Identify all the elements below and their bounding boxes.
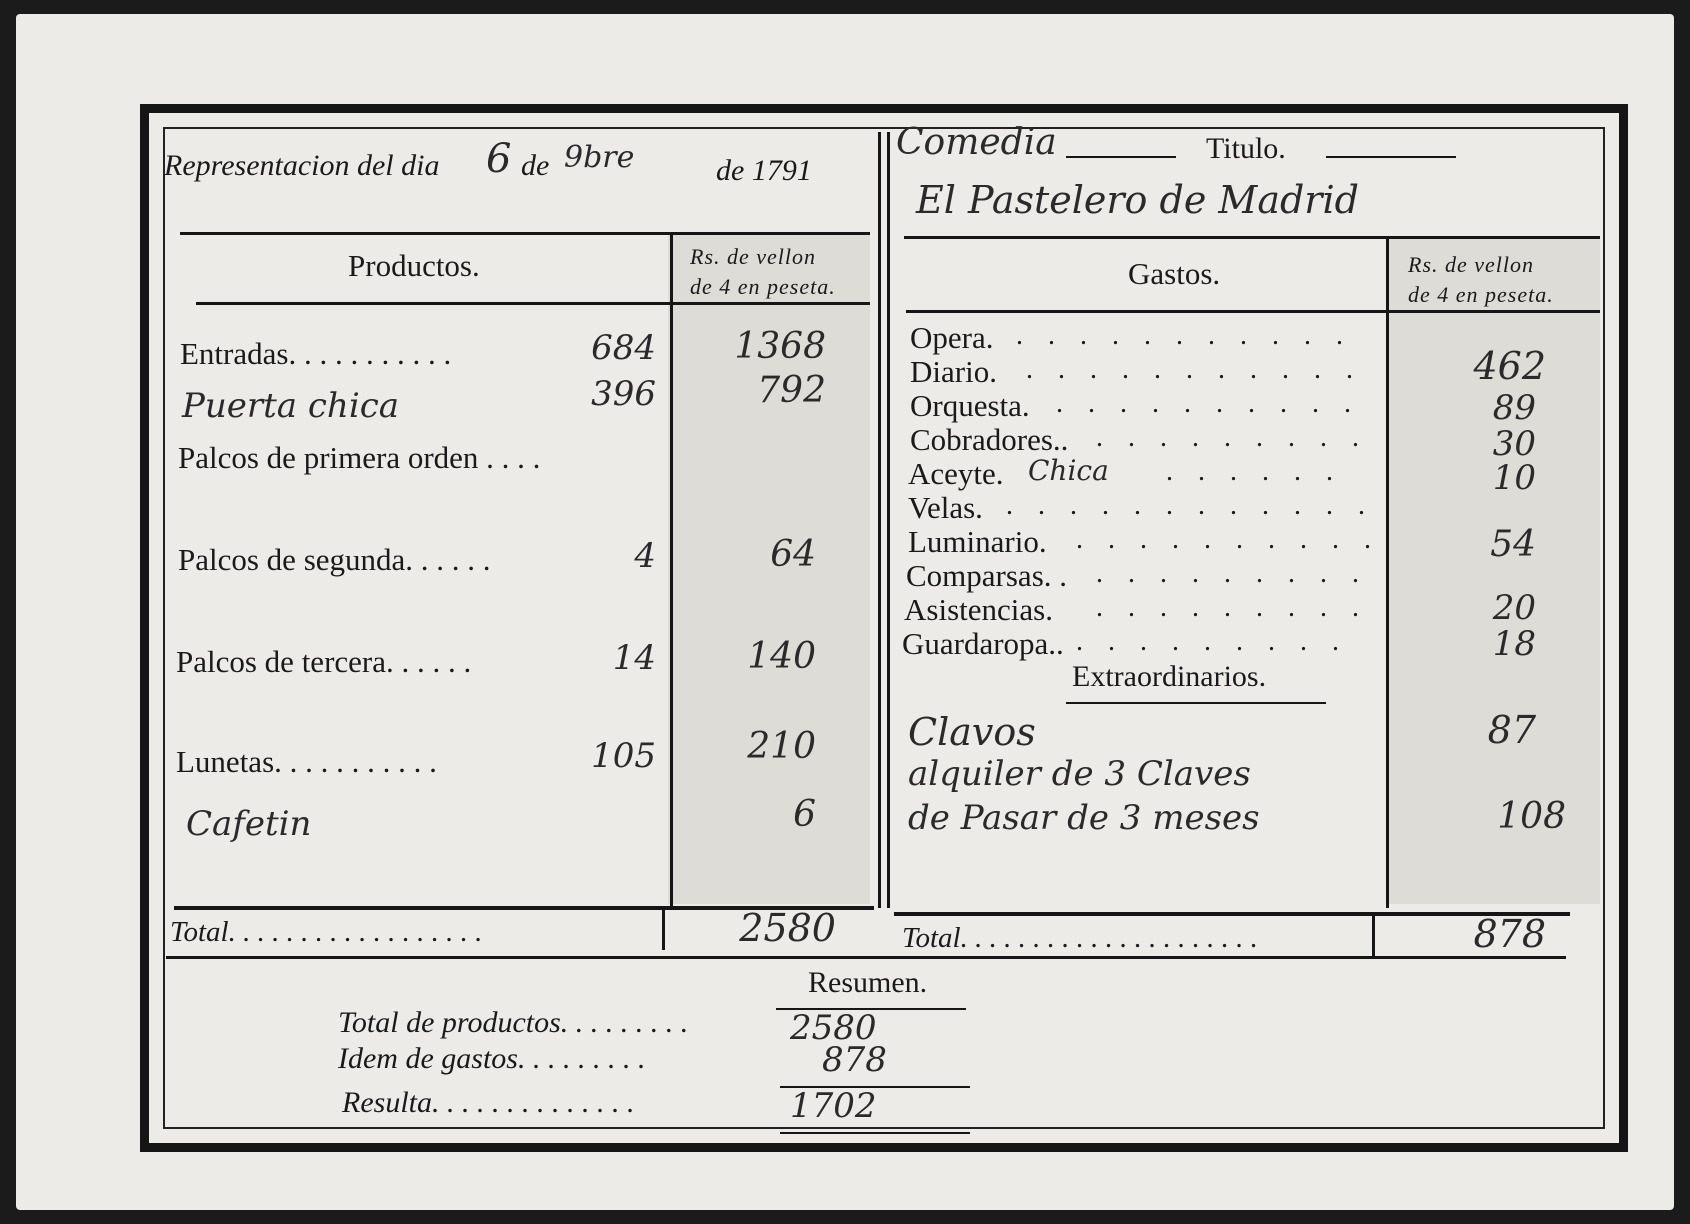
center-divider-a: [878, 132, 881, 908]
productos-row-count: 4: [634, 536, 656, 576]
productos-row-label: Palcos de primera orden . . . .: [178, 440, 541, 475]
extraordinario-row-amount: 108: [1497, 796, 1566, 837]
gastos-col-header-2: de 4 en peseta.: [1408, 282, 1554, 307]
header-rule-left: [180, 232, 870, 235]
resumen-heading: Resumen.: [808, 966, 928, 999]
gastos-heading-rule: [906, 310, 1600, 313]
productos-row-amount: 1368: [734, 326, 826, 367]
gastos-row-amount: 89: [1492, 388, 1536, 428]
productos-row-label: Cafetin: [186, 804, 312, 844]
resumen-productos-value: 2580: [790, 1008, 877, 1048]
month-value: 9bre: [564, 140, 635, 175]
representacion-label: Representacion del dia: [164, 149, 440, 182]
comedia-rule: [1066, 156, 1176, 158]
gastos-row-leader: . . . . . . . . .: [1096, 592, 1368, 623]
gastos-row-label: Comparsas. .: [906, 558, 1068, 593]
gastos-col-header-1: Rs. de vellon: [1408, 252, 1535, 277]
productos-row-count: 396: [591, 374, 656, 414]
paper-sheet: [16, 14, 1674, 1210]
header-rule-right: [904, 236, 1600, 239]
gastos-row-label: Velas.: [908, 490, 983, 525]
productos-row-label: Palcos de tercera. . . . . .: [176, 644, 472, 679]
gastos-total-label: Total. . . . . . . . . . . . . . . . . . . . .: [902, 922, 1258, 954]
resumen-resulta-value: 1702: [790, 1086, 877, 1126]
resumen-bottom-rule: [780, 1132, 970, 1134]
gastos-row-amount: 20: [1492, 588, 1536, 628]
productos-total-label: Total. . . . . . . . . . . . . . . . . .: [170, 916, 483, 948]
productos-row-amount: 140: [747, 636, 816, 677]
productos-row-label: Lunetas. . . . . . . . . . .: [176, 744, 437, 779]
resumen-resulta-label: Resulta. . . . . . . . . . . . . .: [342, 1086, 635, 1119]
gastos-row-amount: 10: [1492, 458, 1536, 498]
productos-row-count: 14: [612, 638, 656, 678]
gastos-row-leader: . . . . . . . . .: [1096, 422, 1368, 453]
productos-col-header-1: Rs. de vellon: [690, 244, 817, 269]
gastos-row-label: Orquesta.: [910, 388, 1030, 423]
resumen-gastos-value: 878: [822, 1040, 887, 1080]
gastos-row-label: Cobradores..: [910, 422, 1069, 457]
productos-heading-rule: [196, 302, 870, 305]
resumen-gastos-label: Idem de gastos. . . . . . . . .: [338, 1042, 646, 1075]
extraordinarios-rule: [1066, 702, 1326, 704]
gastos-row-label: Guardaropa..: [902, 626, 1064, 661]
productos-row-label: Entradas. . . . . . . . . . .: [180, 336, 452, 371]
productos-row-amount: 792: [757, 370, 826, 411]
gastos-total-divider: [1372, 914, 1375, 956]
year-label: de 1791: [716, 154, 812, 187]
gastos-row-leader: . . . . . . . . . .: [1076, 524, 1380, 555]
gastos-row-label: Luminario.: [908, 524, 1047, 559]
gastos-row-amount: 462: [1473, 344, 1546, 388]
gastos-total-value: 878: [1473, 912, 1546, 956]
titulo-rule: [1326, 156, 1456, 158]
gastos-row-label: Opera.: [910, 320, 994, 355]
comedia-value: Comedia: [896, 122, 1057, 163]
titulo-value: El Pastelero de Madrid: [916, 178, 1359, 222]
productos-row-label: Puerta chica: [182, 386, 400, 426]
gastos-row-label: Diario.: [910, 354, 997, 389]
extraordinario-row-label: Clavos: [908, 710, 1036, 754]
extraordinarios-heading: Extraordinarios.: [1072, 660, 1267, 693]
gastos-row-leader: . . . . . . . . . .: [1056, 388, 1360, 419]
productos-row-count: 684: [591, 328, 656, 368]
gastos-row-leader: . . . . . . . . . . .: [1016, 320, 1352, 351]
gastos-row-amount: 18: [1492, 624, 1536, 664]
productos-row-label: Palcos de segunda. . . . . .: [178, 542, 491, 577]
gastos-row-leader: . . . . . . . . .: [1096, 558, 1368, 589]
gastos-row-leader: . . . . . . . . . . . .: [1006, 490, 1374, 521]
extraordinario-row-amount: 87: [1487, 708, 1536, 752]
gastos-row-label: Aceyte.: [908, 456, 1004, 491]
productos-total-divider: [662, 910, 665, 950]
day-value: 6: [486, 136, 512, 182]
productos-row-amount: 64: [770, 534, 816, 575]
extraordinario-row-label: alquiler de 3 Claves: [908, 754, 1251, 794]
gastos-row-leader: . . . . . .: [1166, 456, 1342, 487]
center-divider-b: [887, 132, 890, 908]
gastos-row-leader: . . . . . . . . .: [1076, 626, 1348, 657]
productos-row-amount: 6: [793, 794, 816, 835]
gastos-heading: Gastos.: [1128, 256, 1221, 291]
gastos-row-leader: . . . . . . . . . . .: [1026, 354, 1362, 385]
resumen-productos-label: Total de productos. . . . . . . . .: [338, 1006, 689, 1039]
gastos-row-note: Chica: [1028, 454, 1109, 487]
productos-heading: Productos.: [348, 248, 480, 283]
productos-col-header-2: de 4 en peseta.: [690, 274, 836, 299]
extraordinario-row-label: de Pasar de 3 meses: [908, 798, 1260, 838]
gastos-col-divider: [1386, 236, 1389, 908]
productos-total-value: 2580: [739, 906, 836, 950]
titulo-label: Titulo.: [1206, 132, 1286, 165]
totals-bottom-rule: [166, 956, 1566, 959]
productos-row-count: 105: [591, 736, 656, 776]
gastos-row-amount: 30: [1492, 424, 1536, 464]
de-label: de: [521, 149, 550, 182]
gastos-row-label: Asistencias.: [904, 592, 1053, 627]
productos-col-divider: [670, 232, 673, 907]
gastos-row-amount: 54: [1490, 524, 1536, 565]
productos-row-amount: 210: [747, 726, 816, 767]
